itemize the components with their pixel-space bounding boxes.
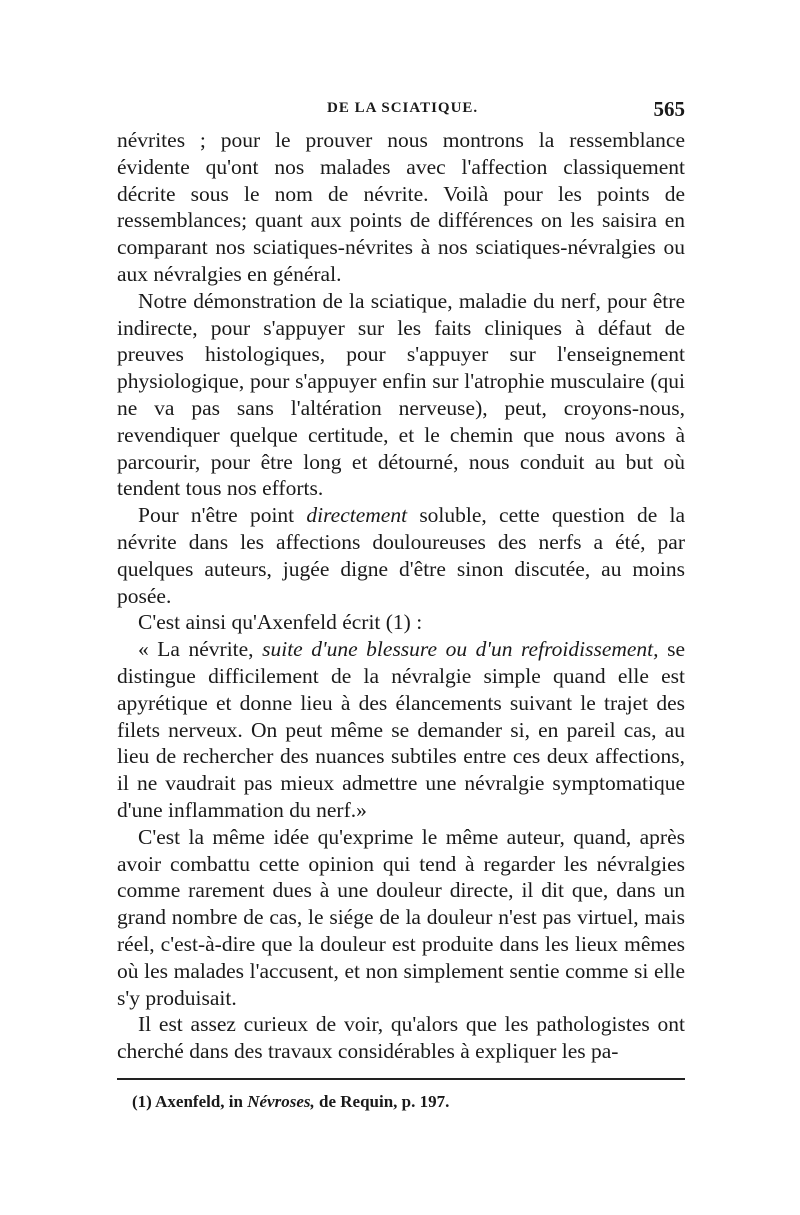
paragraph: C'est ainsi qu'Axenfeld écrit (1) :: [138, 610, 423, 635]
quotation: [117, 636, 685, 824]
paragraph-text: Pour n'être point: [138, 503, 307, 528]
footnote-divider: [117, 1078, 685, 1080]
footnote-emphasis: Névroses,: [247, 1092, 315, 1111]
paragraph: Notre démonstration de la sciatique, maladie du nerf, pour être indirecte, pour s'appuyer sur les faits cliniques à défaut de preuves histologiques, pour s'appuyer sur l'enseignement physiologique, pour s'appuyer enfin sur l'atrophie musculaire (qui ne va pas sans l'altération nerveuse), peut, croyons-nous, revendiquer quelque certitude, et le chemin que nous avons à parcourir, pour être long et détourné, nous conduit au but où tendent tous nos efforts.: [117, 288, 685, 501]
paragraph: névrites ; pour le prouver nous montrons la ressemblance évidente qu'ont nos malades avec l'affection classiquement décrite sous le nom de névrite. Voilà pour les points de ressemblances; quant aux points de différences on les saisira en comparant nos sciatiques-névrites à nos sciatiques-névralgies ou aux névralgies en général.: [117, 128, 685, 286]
page-number: 565: [653, 97, 685, 121]
footnote-marker: (1): [132, 1092, 152, 1111]
emphasis-text: suite d'une blessure ou d'un refroidissement,: [262, 637, 659, 662]
footnote-text: Axenfeld, in: [155, 1092, 248, 1111]
body-text: [117, 127, 685, 1065]
quotation-text: se distingue difficilement de la névralgie simple quand elle est apyrétique et donne lieu à des élancements suivant le trajet des filets nerveux. On peut même se demander si, en pareil cas, au lieu de rechercher des nuances subtiles entre ces deux affections, il ne vaudrait pas mieux admettre une névralgie symptomatique d'une inflammation du nerf.»: [117, 637, 685, 822]
running-head-title: DE LA SCIATIQUE.: [327, 100, 479, 116]
footnote-text: de Requin, p. 197.: [314, 1092, 450, 1111]
paragraph: C'est la même idée qu'exprime le même auteur, quand, après avoir combattu cette opinion qui tend à regarder les névralgies comme rarement dues à une douleur directe, il dit que, dans un grand nombre de cas, le siége de la douleur n'est pas virtuel, mais réel, c'est-à-dire que la douleur est produite dans les lieux mêmes où les malades l'accusent, et non simplement sentie comme si elle s'y produisait.: [117, 824, 685, 1010]
running-head: [117, 97, 685, 124]
quotation-text: « La névrite,: [138, 637, 263, 662]
paragraph-text: soluble, cette question de la névrite dans les affections douloureuses des nerfs a été, par quelques auteurs, jugée digne d'être sinon discutée, au moins posée.: [117, 503, 686, 608]
paragraph: [117, 502, 685, 609]
footnote: [132, 1092, 692, 1112]
paragraph: Il est assez curieux de voir, qu'alors que les pathologistes ont cherché dans des travaux considérables à expliquer les pa-: [117, 1012, 685, 1064]
emphasis-text: directement: [306, 503, 408, 528]
